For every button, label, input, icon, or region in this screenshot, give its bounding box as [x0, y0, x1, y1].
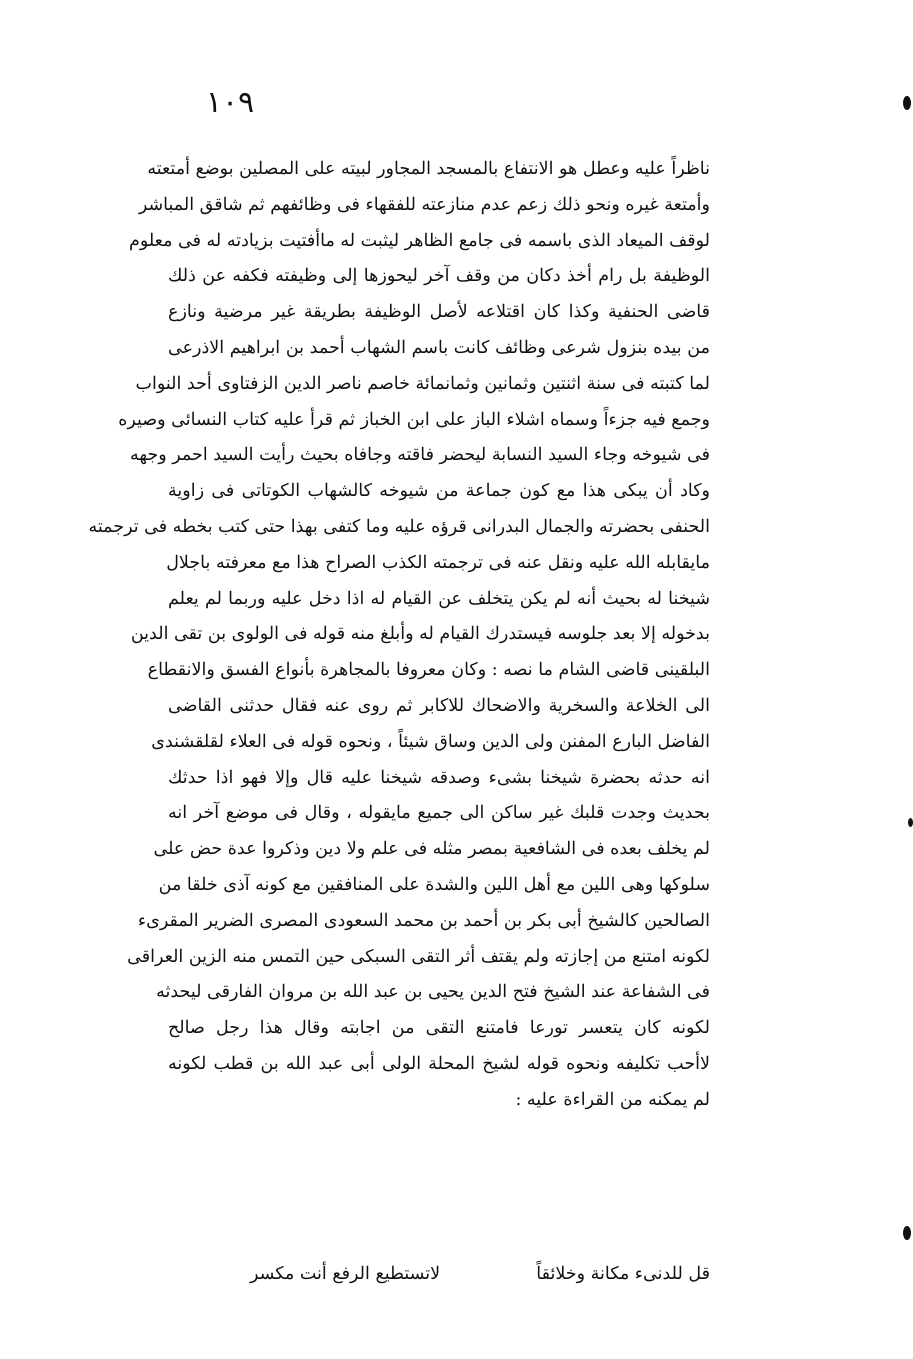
binding-hole-mark [903, 96, 911, 110]
text-line: لكونه امتنع من إجازته ولم يقتف أثر التقى السبكى حين التمس منه الزين العراقى [127, 946, 710, 967]
text-line: ناظراً عليه وعطل هو الانتفاع بالمسجد المجاور لبيته على المصلين بوضع أمتعته [147, 159, 710, 179]
text-line: لاأحب تكليفه ونحوه قوله لشيخ المحلة الولى أبى عبد الله بن قطب لكونه [168, 1053, 710, 1074]
text-line: قاضى الحنفية وكذا كان اقتلاعه لأصل الوظيفة بطريقة غير مرضية ونازع [168, 302, 710, 323]
text-line: لم يمكنه من القراءة عليه : [515, 1089, 710, 1110]
binding-hole-mark [908, 818, 913, 827]
text-line: الى الخلاعة والسخرية والاضحاك للاكابر ثم روى عنه فقال حدثنى القاضى [168, 695, 710, 716]
verse [250, 1256, 710, 1292]
text-line: فى شيوخه وجاء السيد النسابة ليحضر فاقته وجافاه بحيث رأيت السيد احمر وجهه [129, 445, 710, 466]
text-line: لكونه كان يتعسر تورعا فامتنع التقى من اجابته وقال هذا رجل صالح [168, 1018, 710, 1039]
text-line: فى الشفاعة عند الشيخ فتح الدين يحيى بن عبد الله بن مروان الفارقى ليحدثه [156, 982, 710, 1003]
verse-first-hemistich: قل للدنىء مكانة وخلائقاً [536, 1264, 710, 1284]
text-line: الحنفى بحضرته والجمال البدرانى قرؤه عليه وما كتفى بهذا حتى كتب بخطه فى ترجمته [88, 516, 710, 537]
text-line: الصالحين كالشيخ أبى بكر بن أحمد بن محمد السعودى المصرى الضرير المقرىء [137, 910, 710, 931]
page-number: ١٠٩ [205, 85, 255, 120]
body-text [88, 152, 710, 1119]
text-line: البلقينى قاضى الشام ما نصه : وكان معروفا بالمجاهرة بأنواع الفسق والانقطاع [147, 660, 710, 681]
text-line: سلوكها وهى اللين مع أهل اللين والشدة على المنافقين مع كونه آذى خلقا من [158, 874, 710, 895]
text-line: الوظيفة بل رام أخذ دكان من وقف آخر ليحوزها إلى وظيفته فكفه عن ذلك [168, 266, 710, 287]
binding-hole-mark [903, 1226, 911, 1240]
text-line: لما كتبته فى سنة اثنتين وثمانين وثمانمائة خاصم ناصر الدين الزفتاوى أحد النواب [135, 373, 710, 394]
text-line: شيخنا له بحيث أنه لم يكن يتخلف عن القيام له اذا دخل عليه وربما لم يعلم [168, 588, 710, 609]
text-line: وجمع فيه جزءاً وسماه اشلاء الباز على ابن الخباز ثم قرأ عليه كتاب النسائى وصيره [118, 409, 710, 430]
text-line: الفاضل البارع المفنن ولى الدين وساق شيئاً ، ونحوه قوله فى العلاء لقلقشندى [151, 731, 710, 752]
text-line: لوقف الميعاد الذى باسمه فى جامع الظاهر ليثبت له ماأفتيت بزيادته له فى معلوم [128, 230, 710, 251]
text-line: مايقابله الله عليه ونقل عنه فى ترجمته الكذب الصراح هذا مع معرفته باجلال [166, 552, 710, 573]
text-line: وكاد أن يبكى هذا مع كون جماعة من شيوخه كالشهاب الكوتاتى فى زاوية [168, 481, 710, 502]
text-line: وأمتعة غيره ونحو ذلك زعم عدم منازعته للفقهاء فى وظائفهم ثم شاقق المباشر [138, 194, 710, 215]
verse-second-hemistich: لاتستطيع الرفع أنت مكسر [250, 1264, 441, 1284]
text-line: لم يخلف بعده فى الشافعية بمصر مثله فى علم ولا دين وذكروا عدة حض على [153, 839, 710, 860]
text-line: من بيده بنزول شرعى وظائف كانت باسم الشهاب أحمد بن ابراهيم الاذرعى [168, 337, 710, 358]
text-line: بدخوله إلا بعد جلوسه فيستدرك القيام له وأبلغ منه قوله فى الولوى بن تقى الدين [130, 624, 710, 645]
text-line: انه حدثه بحضرة شيخنا بشىء وصدقه شيخنا عليه قال وإلا فهو اذا حدثك [168, 767, 710, 788]
text-line: بحديث وجدت قلبك غير ساكن الى جميع مايقوله ، وقال فى موضع آخر انه [168, 803, 710, 824]
